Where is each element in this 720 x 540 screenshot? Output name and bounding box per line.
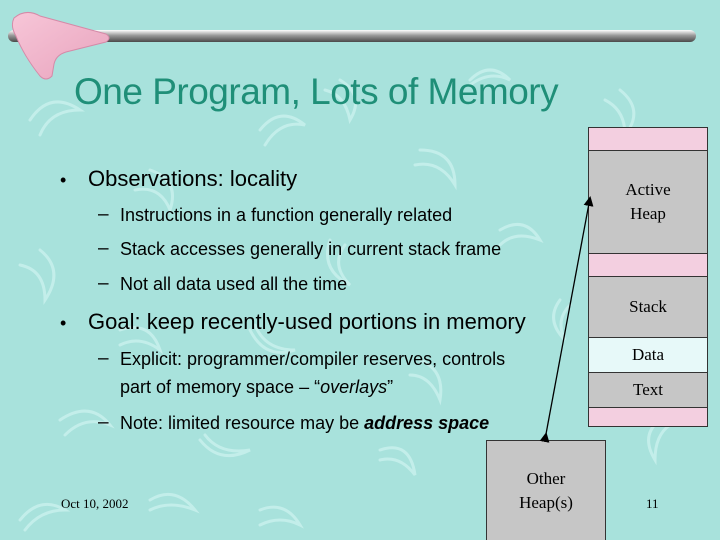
memory-stack-block: [588, 276, 708, 338]
memory-pink-top: [588, 127, 708, 151]
footer-date: Oct 10, 2002: [61, 496, 129, 511]
bullet-1-sub-3-dash: –: [98, 273, 109, 294]
bullet-2-text: Goal: keep recently-used portions in memory: [88, 309, 526, 334]
other-heaps-block: [486, 440, 606, 540]
memory-pink-bottom: [588, 407, 708, 427]
address-space-term: address space: [364, 413, 490, 433]
bullet-1-sub-3-text: Not all data used all the time: [120, 274, 348, 294]
bullet-2-marker: •: [60, 313, 67, 333]
text-label: Text: [633, 380, 663, 399]
title-bar-decoration: [0, 0, 720, 80]
bullet-1-sub-2-text: Stack accesses generally in current stack frame: [120, 239, 502, 259]
bullet-2-sub-1-text-line-1: Explicit: programmer/compiler reserves, controls: [120, 349, 506, 369]
memory-text-block: [588, 372, 708, 408]
slide-title: One Program, Lots of Memory: [74, 71, 559, 112]
data-label: Data: [631, 345, 665, 364]
bullet-2-sub-1-text-line-2: [120, 373, 393, 401]
bullet-2-sub-1-dash: –: [98, 348, 109, 369]
page-number: 11: [646, 496, 659, 511]
bullet-2-sub-2-text: [120, 409, 489, 437]
other-heaps-label-line-2: Heap(s): [519, 492, 573, 512]
active-heap-label-line-1: Active: [625, 180, 671, 199]
bullet-2-sub-2-dash: –: [98, 412, 109, 433]
overlays-prefix: part of memory space –: [120, 377, 315, 397]
stack-label: Stack: [629, 297, 667, 316]
bullet-1-sub-2-dash: –: [98, 238, 109, 259]
bullet-1-text: Observations: locality: [88, 166, 298, 191]
memory-pink-middle: [588, 253, 708, 277]
active-heap-label-line-2: Heap: [630, 204, 666, 223]
close-quote: ”: [387, 377, 394, 397]
bullet-1-sub-1-dash: –: [98, 204, 109, 225]
memory-data-block: [588, 337, 708, 373]
memory-active-heap-block: [588, 150, 708, 254]
open-quote: “: [314, 377, 321, 397]
address-space-prefix: Note: limited resource may be: [120, 413, 365, 433]
bullet-1-sub-1-text: Instructions in a function generally related: [120, 205, 453, 225]
overlays-term: overlays: [320, 377, 388, 397]
bullet-1-marker: •: [60, 170, 67, 190]
other-heaps-label-line-1: Other: [526, 468, 566, 488]
